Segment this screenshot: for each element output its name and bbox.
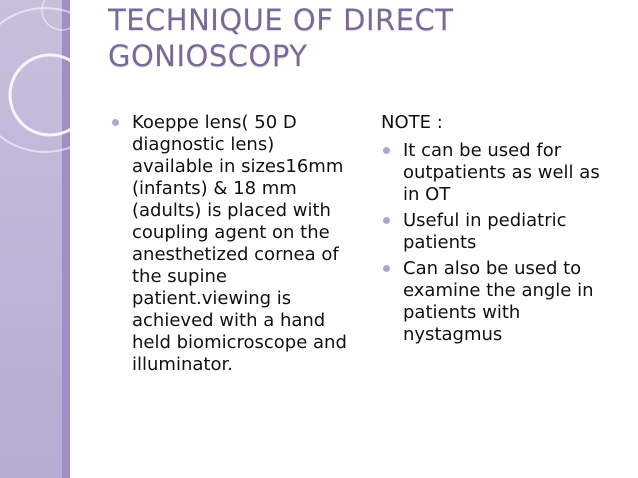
slide-title: TECHNIQUE OF DIRECT GONIOSCOPY bbox=[108, 3, 454, 73]
right-column bbox=[381, 112, 616, 350]
note-label: NOTE : bbox=[381, 112, 443, 133]
list-item bbox=[381, 210, 616, 254]
bullet-icon bbox=[383, 217, 390, 224]
bullet-text: Useful in pediatric patients bbox=[403, 210, 567, 253]
left-column bbox=[110, 112, 360, 380]
list-item bbox=[381, 258, 616, 346]
list-item bbox=[110, 112, 360, 376]
bullet-icon bbox=[383, 265, 390, 272]
bullet-text: Can also be used to examine the angle in patients with nystagmus bbox=[403, 258, 594, 345]
list-item bbox=[381, 140, 616, 206]
bullet-text: It can be used for outpatients as well as in OT bbox=[403, 140, 600, 205]
bullet-icon bbox=[112, 119, 119, 126]
bullet-icon bbox=[383, 147, 390, 154]
bullet-text: Koeppe lens( 50 D diagnostic lens) available in sizes16mm (infants) & 18 mm (adults) is placed with coupling agent on the anesthetized cornea of the supine patient.viewing is achieved with a hand held biomicroscope and illuminator. bbox=[132, 112, 347, 375]
